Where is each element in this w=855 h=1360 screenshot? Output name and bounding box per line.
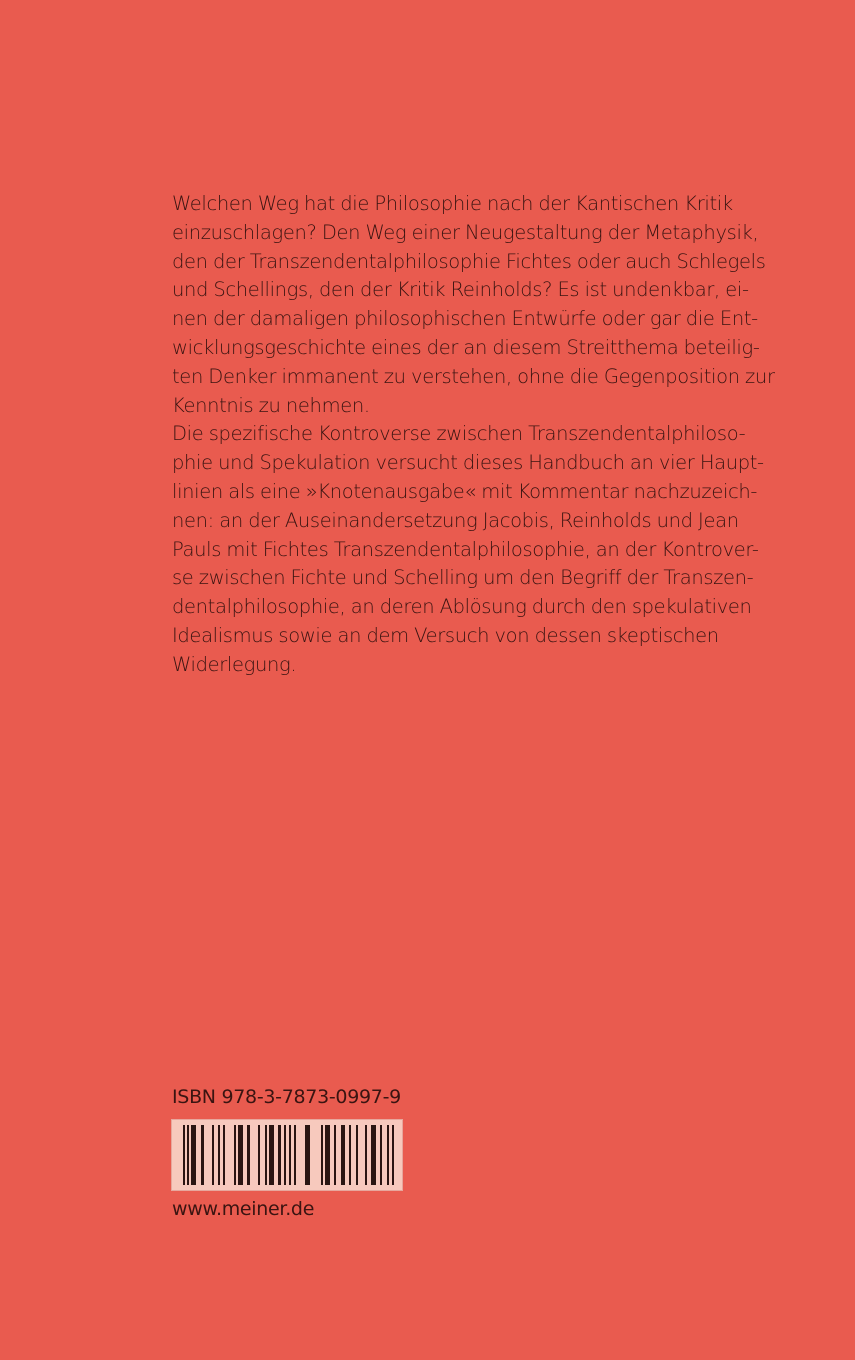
blurb-line: den der Transzendentalphilosophie Fichtes oder auch Schlegels: [172, 249, 766, 273]
blurb-line: ten Denker immanent zu verstehen, ohne die Gegenposition zur: [172, 364, 775, 388]
barcode-bar: [349, 1125, 351, 1185]
barcode-bar: [218, 1125, 220, 1185]
barcode-bar: [356, 1125, 358, 1185]
barcode-bar: [201, 1125, 204, 1185]
barcode-image: [172, 1120, 402, 1190]
barcode-bar: [387, 1125, 389, 1185]
barcode-bar: [258, 1125, 260, 1185]
barcode-bar: [392, 1125, 394, 1185]
barcode-bar: [365, 1125, 367, 1185]
barcode-bar: [183, 1125, 185, 1185]
blurb-line: nen der damaligen philosophischen Entwürfe oder gar die Ent-: [172, 307, 758, 331]
blurb-line: einzuschlagen? Den Weg einer Neugestaltung der Metaphysik,: [172, 220, 759, 244]
blurb-line: Idealismus sowie an dem Versuch von dessen skeptischen: [172, 623, 719, 647]
barcode-bar: [234, 1125, 236, 1185]
blurb-line: Die spezifische Kontroverse zwischen Transzendentalphiloso-: [172, 422, 746, 446]
barcode-bar: [341, 1125, 345, 1185]
barcode-bar: [294, 1125, 296, 1185]
blurb-line: se zwischen Fichte und Schelling um den Begriff der Transzen-: [172, 566, 754, 590]
barcode-bar: [380, 1125, 382, 1185]
barcode-bar: [187, 1125, 189, 1185]
barcode-bar: [334, 1125, 336, 1185]
blurb-line: phie und Spekulation versucht dieses Handbuch an vier Haupt-: [172, 451, 764, 475]
blurb-line: Widerlegung.: [172, 652, 297, 676]
blurb-line: und Schellings, den der Kritik Reinholds? Es ist undenkbar, ei-: [172, 278, 749, 302]
barcode-bar: [191, 1125, 196, 1185]
barcode-bar: [223, 1125, 225, 1185]
barcode-bar: [247, 1125, 250, 1185]
blurb-line: dentalphilosophie, an deren Ablösung durch den spekulativen: [172, 595, 752, 619]
barcode-bar: [278, 1125, 281, 1185]
barcode-bar: [325, 1125, 330, 1185]
isbn-label: ISBN 978-3-7873-0997-9: [172, 1086, 401, 1108]
barcode-bar: [284, 1125, 286, 1185]
blurb-line: nen: an der Auseinandersetzung Jacobis, Reinholds und Jean: [172, 508, 739, 532]
blurb-line: linien als eine »Knotenausgabe« mit Kommentar nachzuzeich-: [172, 479, 758, 503]
barcode-bar: [321, 1125, 323, 1185]
blurb-text: [172, 190, 782, 680]
barcode-bar: [269, 1125, 274, 1185]
blurb-line: Welchen Weg hat die Philosophie nach der Kantischen Kritik: [172, 192, 733, 215]
blurb-line: Kenntnis zu nehmen.: [172, 393, 370, 417]
barcode-bar: [238, 1125, 243, 1185]
blurb-line: Pauls mit Fichtes Transzendentalphilosophie, an der Kontrover-: [172, 537, 759, 561]
blurb-line: wicklungsgeschichte eines der an diesem Streitthema beteilig-: [172, 335, 760, 359]
barcode-bar: [265, 1125, 267, 1185]
barcode-bar: [305, 1125, 310, 1185]
barcode-bar: [371, 1125, 376, 1185]
barcode-bar: [212, 1125, 214, 1185]
barcode-bar: [289, 1125, 291, 1185]
publisher-url[interactable]: www.meiner.de: [172, 1198, 315, 1220]
